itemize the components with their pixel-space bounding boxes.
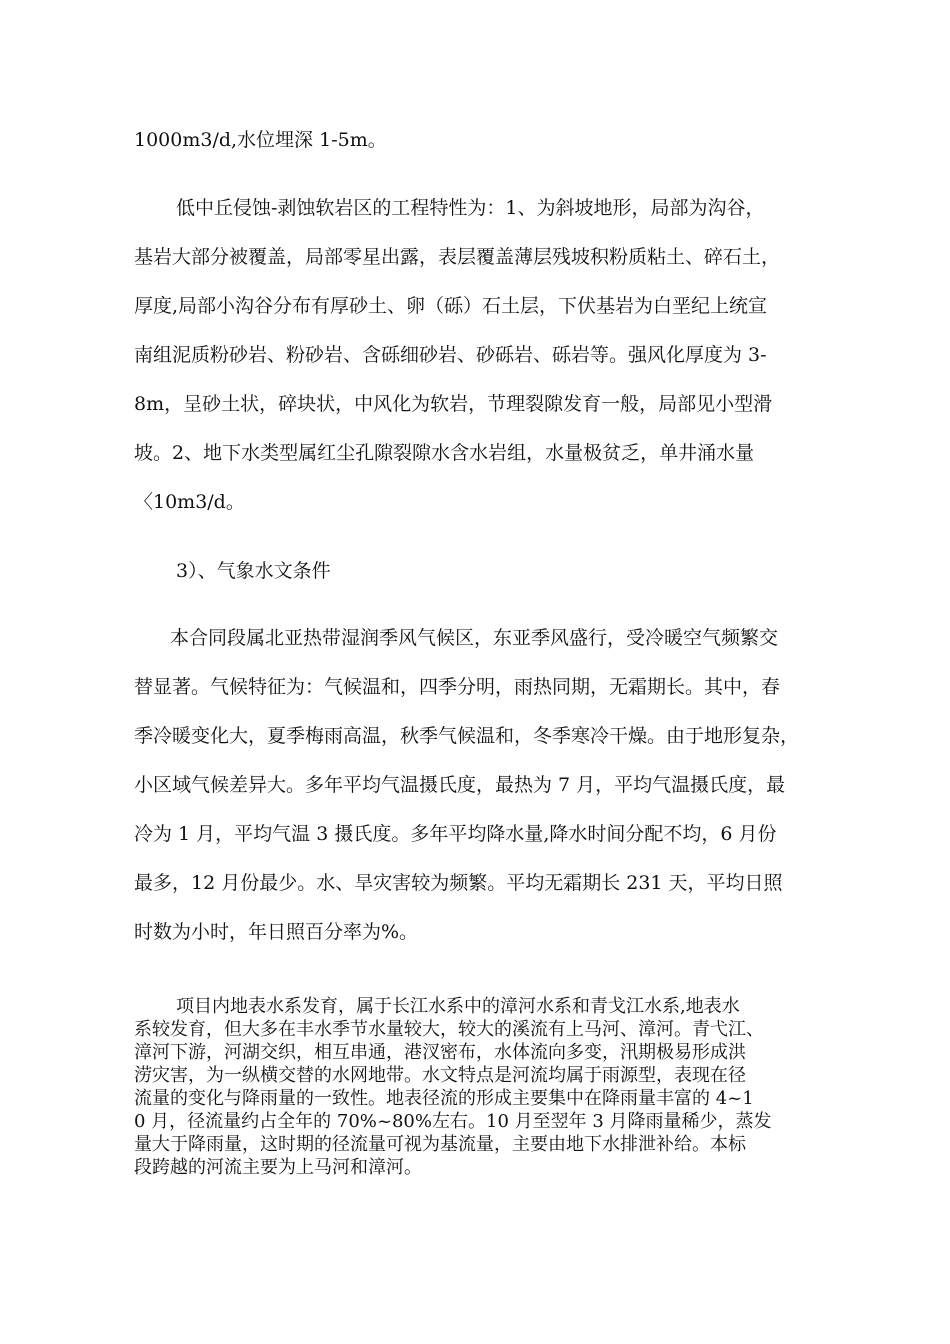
text-line: 低中丘侵蚀-剥蚀软岩区的工程特性为：1、为斜坡地形，局部为沟谷， (176, 197, 765, 219)
text-line: 时数为小时，年日照百分率为%。 (134, 921, 419, 943)
heading-text: 3）、气象水文条件 (176, 560, 331, 582)
text-line: 本合同段属北亚热带湿润季风气候区，东亚季风盛行，受冷暖空气频繁交 (170, 627, 779, 649)
text-line: 量大于降雨量，这时期的径流量可视为基流量，主要由地下水排泄补给。本标 (134, 1134, 746, 1155)
text-line: 替显著。气候特征为：气候温和，四季分明，雨热同期，无霜期长。其中，春 (134, 676, 781, 698)
text-line: 段跨越的河流主要为上马河和漳河。 (134, 1157, 422, 1178)
text-line: 南组泥质粉砂岩、粉砂岩、含砾细砂岩、砂砾岩、砾岩等。强风化厚度为 3- (134, 344, 767, 366)
text-line: 系较发育，但大多在丰水季节水量较大，较大的溪流有上马河、漳河。青弋江、 (134, 1019, 764, 1040)
text-line: 项目内地表水系发育，属于长江水系中的漳河水系和青戈江水系,地表水 (176, 996, 740, 1017)
text-line: 1000m3/d,水位埋深 1-5m。 (134, 129, 387, 151)
text-line: 厚度,局部小沟谷分布有厚砂土、卵（砾）石土层，下伏基岩为白垩纪上统宣 (134, 295, 768, 317)
text-line: 最多，12 月份最少。水、旱灾害较为频繁。平均无霜期长 231 天，平均日照 (134, 872, 783, 894)
text-line: 8m，呈砂土状，碎块状，中风化为软岩，节理裂隙发育一般，局部见小型滑 (134, 393, 773, 415)
text-line: 0 月，径流量约占全年的 70%~80%左右。10 月至翌年 3 月降雨量稀少，蒸发 (134, 1111, 772, 1132)
text-line: 坡。2、地下水类型属红尘孔隙裂隙水含水岩组，水量极贫乏，单井涌水量 (134, 442, 755, 464)
text-line: 冷为 1 月，平均气温 3 摄氏度。多年平均降水量,降水时间分配不均，6 月份 (134, 823, 777, 845)
text-line: 流量的变化与降雨量的一致性。地表径流的形成主要集中在降雨量丰富的 4~1 (134, 1088, 754, 1109)
text-line: 小区域气候差异大。多年平均气温摄氏度，最热为 7 月，平均气温摄氏度，最 (134, 774, 786, 796)
text-line: 漳河下游，河湖交织，相互串通，港汊密布，水体流向多变，汛期极易形成洪 (134, 1042, 746, 1063)
text-line: 〈10m3/d。 (134, 491, 245, 513)
text-line: 涝灾害，为一纵横交替的水网地带。水文特点是河流均属于雨源型，表现在径 (134, 1065, 746, 1086)
text-line: 季冷暖变化大，夏季梅雨高温，秋季气候温和，冬季寒冷干燥。由于地形复杂， (134, 725, 800, 747)
text-line: 基岩大部分被覆盖，局部零星出露，表层覆盖薄层残坡积粉质粘土、碎石土， (134, 246, 781, 268)
